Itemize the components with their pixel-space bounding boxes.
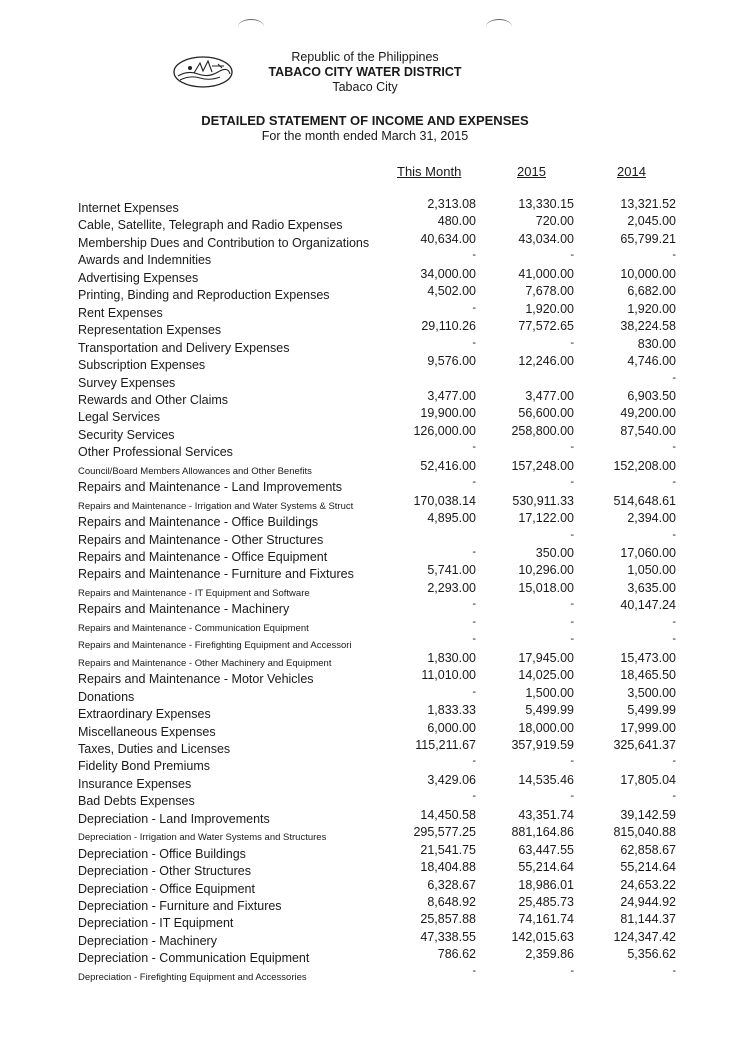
value-2014: 24,944.92 — [620, 895, 676, 909]
row-label: Bad Debts Expenses — [78, 794, 195, 809]
table-row — [0, 424, 746, 441]
value-2014: 830.00 — [637, 336, 676, 351]
row-label: Extraordinary Expenses — [78, 707, 211, 722]
value-this-month: 25,857.88 — [420, 912, 476, 927]
value-2014: - — [672, 755, 676, 768]
value-2015: 43,034.00 — [518, 231, 574, 246]
value-2015: 357,919.59 — [511, 737, 574, 752]
table-row — [0, 406, 746, 423]
table-row — [0, 302, 746, 319]
table-row — [0, 581, 746, 598]
value-2014: - — [672, 633, 676, 646]
value-this-month: 6,328.67 — [427, 877, 476, 892]
table-row — [0, 738, 746, 755]
value-2015: 77,572.65 — [518, 319, 574, 334]
row-label: Depreciation - Firefighting Equipment and Accessories — [78, 971, 307, 983]
value-this-month: 47,338.55 — [420, 929, 476, 944]
table-row — [0, 825, 746, 842]
table-row — [0, 598, 746, 615]
value-2014: 10,000.00 — [620, 266, 676, 281]
value-2014: 6,903.50 — [627, 388, 676, 403]
table-row — [0, 476, 746, 493]
value-this-month: 3,477.00 — [427, 388, 476, 403]
value-this-month: - — [472, 790, 476, 803]
value-2014: 2,394.00 — [627, 511, 676, 526]
value-2014: 49,200.00 — [620, 406, 676, 421]
value-2015: 17,122.00 — [518, 511, 574, 526]
row-label: Council/Board Members Allowances and Other Benefits — [78, 465, 312, 477]
value-this-month: 29,110.26 — [421, 319, 476, 334]
table-row — [0, 197, 746, 214]
value-2014: 5,499.99 — [627, 703, 676, 718]
row-label: Survey Expenses — [78, 375, 176, 390]
row-label: Rent Expenses — [78, 305, 163, 320]
row-label: Security Services — [78, 427, 175, 442]
row-label: Transportation and Delivery Expenses — [78, 340, 290, 355]
table-row — [0, 808, 746, 825]
value-this-month: 21,541.75 — [420, 842, 476, 857]
value-2014: - — [672, 371, 676, 384]
value-this-month: 11,010.00 — [421, 668, 476, 683]
org-city: Tabaco City — [332, 80, 398, 94]
row-label: Printing, Binding and Reproduction Expenses — [78, 288, 330, 303]
value-this-month: 786.62 — [437, 947, 476, 962]
value-2014: 13,321.52 — [620, 197, 676, 211]
value-this-month: - — [472, 546, 476, 558]
value-2015: - — [570, 598, 574, 611]
value-this-month: - — [472, 685, 476, 698]
value-this-month: - — [472, 964, 476, 977]
value-this-month: 1,830.00 — [427, 650, 476, 665]
value-this-month: 126,000.00 — [413, 423, 476, 438]
value-2015: 10,296.00 — [518, 563, 574, 578]
value-2015: - — [570, 755, 574, 768]
value-this-month: 1,833.33 — [427, 703, 476, 718]
row-label: Repairs and Maintenance - Office Buildings — [78, 515, 319, 530]
row-label: Other Professional Services — [78, 445, 233, 460]
table-row — [0, 686, 746, 703]
row-label: Depreciation - Office Buildings — [78, 846, 246, 861]
value-2014: 24,653.22 — [620, 877, 676, 892]
value-2015: 3,477.00 — [525, 388, 574, 403]
value-2015: 18,000.00 — [518, 720, 574, 735]
row-label: Legal Services — [78, 410, 160, 425]
value-this-month: 5,741.00 — [427, 563, 476, 578]
table-row — [0, 337, 746, 354]
value-this-month: - — [472, 755, 476, 768]
value-2014: 2,045.00 — [627, 214, 676, 229]
table-row — [0, 546, 746, 563]
value-2015: 1,920.00 — [525, 301, 574, 316]
table-row — [0, 668, 746, 685]
value-this-month: - — [472, 633, 476, 646]
value-2014: - — [672, 441, 676, 454]
report-period: For the month ended March 31, 2015 — [261, 129, 469, 143]
table-row — [0, 843, 746, 860]
value-2015: 720.00 — [535, 214, 574, 229]
value-this-month: 6,000.00 — [427, 720, 476, 735]
row-label: Depreciation - Land Improvements — [78, 811, 270, 826]
row-label: Miscellaneous Expenses — [78, 724, 216, 739]
value-this-month: 40,634.00 — [420, 231, 476, 246]
value-this-month: 295,577.25 — [413, 825, 476, 840]
value-2015: 14,025.00 — [518, 668, 574, 683]
value-2015: 1,500.00 — [525, 685, 574, 700]
value-2014: 5,356.62 — [627, 947, 676, 962]
row-label: Representation Expenses — [78, 323, 222, 338]
value-2015: - — [570, 476, 574, 489]
row-label: Repairs and Maintenance - Motor Vehicles — [78, 672, 314, 687]
row-label: Depreciation - Irrigation and Water Systems and Structures — [78, 832, 327, 844]
value-2015: 25,485.73 — [518, 895, 574, 909]
column-header-2015: 2015 — [517, 164, 546, 179]
table-row — [0, 563, 746, 580]
value-2014: 39,142.59 — [620, 807, 676, 822]
table-row — [0, 372, 746, 389]
value-2015: 142,015.63 — [511, 929, 574, 944]
value-2015: 74,161.74 — [518, 912, 574, 927]
column-header-this-month: This Month — [397, 164, 462, 179]
row-label: Repairs and Maintenance - IT Equipment and Software — [78, 587, 310, 599]
table-row — [0, 529, 746, 546]
row-label: Subscription Expenses — [78, 358, 206, 373]
row-label: Fidelity Bond Premiums — [78, 759, 210, 774]
table-row — [0, 878, 746, 895]
row-label: Depreciation - IT Equipment — [78, 916, 234, 931]
row-label: Depreciation - Machinery — [78, 933, 217, 948]
row-label: Repairs and Maintenance - Firefighting Equipment and Accessori — [78, 640, 352, 652]
value-this-month: - — [472, 336, 476, 349]
value-2015: 56,600.00 — [518, 406, 574, 421]
value-this-month: 3,429.06 — [427, 772, 476, 787]
table-row — [0, 267, 746, 284]
table-row — [0, 912, 746, 929]
value-2015: 12,246.00 — [518, 354, 574, 369]
row-label: Repairs and Maintenance - Machinery — [78, 602, 290, 617]
value-2014: 3,500.00 — [627, 685, 676, 700]
table-row — [0, 703, 746, 720]
value-this-month: 14,450.58 — [420, 807, 476, 822]
value-2015: 350.00 — [535, 546, 574, 560]
value-2015: 41,000.00 — [518, 266, 574, 281]
value-2015: - — [570, 441, 574, 454]
value-2015: 7,678.00 — [525, 284, 574, 299]
value-2014: 1,050.00 — [627, 563, 676, 578]
value-2014: 55,214.64 — [620, 860, 676, 875]
value-2014: 152,208.00 — [613, 458, 676, 473]
value-this-month: 115,211.67 — [415, 737, 476, 752]
value-2015: - — [570, 964, 574, 977]
value-2015: 157,248.00 — [511, 458, 574, 473]
table-row — [0, 616, 746, 633]
value-2015: 14,535.46 — [518, 772, 574, 787]
value-2014: - — [672, 249, 676, 262]
value-2015: 13,330.15 — [518, 197, 574, 211]
table-row — [0, 721, 746, 738]
value-2014: 815,040.88 — [613, 825, 676, 840]
table-row — [0, 790, 746, 807]
table-row — [0, 930, 746, 947]
report-title: DETAILED STATEMENT OF INCOME AND EXPENSES — [201, 113, 529, 128]
column-header-2014: 2014 — [617, 164, 646, 179]
row-label: Repairs and Maintenance - Irrigation and Water Systems & Struct — [78, 500, 354, 512]
table-row — [0, 633, 746, 650]
table-row — [0, 511, 746, 528]
table-row — [0, 494, 746, 511]
value-this-month: - — [472, 598, 476, 611]
table-row — [0, 214, 746, 231]
value-2014: 4,746.00 — [627, 354, 676, 369]
row-label: Rewards and Other Claims — [78, 392, 229, 407]
value-this-month: 19,900.00 — [420, 406, 476, 421]
table-row — [0, 947, 746, 964]
value-2015: 63,447.55 — [518, 842, 574, 857]
table-row — [0, 651, 746, 668]
value-2014: 87,540.00 — [620, 423, 676, 438]
org-name: TABACO CITY WATER DISTRICT — [268, 65, 462, 79]
value-2014: 124,347.42 — [613, 929, 676, 944]
table-row — [0, 773, 746, 790]
value-2015: - — [570, 633, 574, 646]
table-row — [0, 389, 746, 406]
table-row — [0, 354, 746, 371]
value-2014: 3,635.00 — [627, 580, 676, 595]
value-2014: 325,641.37 — [613, 737, 676, 752]
value-this-month: - — [472, 476, 476, 489]
value-this-month: 170,038.14 — [413, 493, 476, 508]
value-2014: 38,224.58 — [620, 319, 676, 334]
table-row — [0, 965, 746, 982]
value-2015: 55,214.64 — [518, 860, 574, 875]
value-2015: - — [570, 790, 574, 803]
value-2015: - — [570, 249, 574, 262]
row-label: Awards and Indemnities — [78, 253, 212, 268]
value-2015: 15,018.00 — [518, 580, 574, 595]
row-label: Repairs and Maintenance - Other Structures — [78, 532, 324, 547]
value-2014: 15,473.00 — [620, 650, 676, 665]
value-this-month: - — [472, 301, 476, 314]
row-label: Cable, Satellite, Telegraph and Radio Expenses — [78, 218, 343, 233]
value-this-month: - — [472, 441, 476, 454]
value-2015: - — [570, 336, 574, 349]
value-this-month: 480.00 — [437, 214, 476, 229]
row-label: Repairs and Maintenance - Land Improvements — [78, 480, 343, 495]
value-this-month: 4,502.00 — [427, 284, 476, 299]
value-2015: 530,911.33 — [512, 493, 574, 508]
value-2014: - — [672, 476, 676, 489]
row-label: Repairs and Maintenance - Other Machinery and Equipment — [78, 657, 332, 669]
row-label: Membership Dues and Contribution to Organizations — [78, 235, 370, 250]
row-label: Repairs and Maintenance - Furniture and Fixtures — [78, 567, 354, 582]
table-row — [0, 755, 746, 772]
value-2014: 6,682.00 — [627, 284, 676, 299]
value-this-month: 2,313.08 — [427, 197, 476, 211]
value-2015: 881,164.86 — [511, 825, 574, 840]
row-label: Internet Expenses — [78, 201, 179, 215]
table-row — [0, 232, 746, 249]
value-2015: 2,359.86 — [525, 947, 574, 962]
value-2014: - — [672, 615, 676, 628]
row-label: Advertising Expenses — [78, 270, 199, 285]
value-2014: 18,465.50 — [620, 668, 676, 683]
value-2015: 43,351.74 — [518, 807, 574, 822]
value-2015: 17,945.00 — [518, 650, 574, 665]
value-this-month: 9,576.00 — [427, 354, 476, 369]
value-2015: 5,499.99 — [525, 703, 574, 718]
republic-line: Republic of the Philippines — [291, 50, 439, 64]
value-2014: 17,805.04 — [620, 772, 676, 787]
value-2015: - — [570, 615, 574, 628]
value-this-month: 18,404.88 — [420, 860, 476, 875]
table-row — [0, 459, 746, 476]
row-label: Depreciation - Other Structures — [78, 864, 251, 879]
value-this-month: - — [472, 249, 476, 262]
row-label: Depreciation - Communication Equipment — [78, 951, 310, 966]
row-label: Depreciation - Office Equipment — [78, 881, 255, 896]
table-row — [0, 319, 746, 336]
value-2014: - — [672, 964, 676, 977]
value-this-month: - — [472, 615, 476, 628]
row-label: Repairs and Maintenance - Office Equipment — [78, 550, 328, 564]
value-this-month: 8,648.92 — [427, 895, 476, 909]
table-row — [0, 895, 746, 912]
row-label: Donations — [78, 689, 135, 704]
value-2014: - — [672, 790, 676, 803]
value-2014: 17,060.00 — [620, 546, 676, 560]
value-2014: 81,144.37 — [620, 912, 676, 927]
row-label: Insurance Expenses — [78, 776, 192, 791]
table-row — [0, 249, 746, 266]
value-2014: 514,648.61 — [613, 493, 676, 508]
value-2014: 65,799.21 — [620, 231, 676, 246]
table-row — [0, 441, 746, 458]
value-this-month: 34,000.00 — [420, 266, 476, 281]
value-2014: 17,999.00 — [620, 720, 676, 735]
table-row — [0, 860, 746, 877]
row-label: Depreciation - Furniture and Fixtures — [78, 899, 282, 913]
value-this-month: 2,293.00 — [427, 580, 476, 595]
value-2014: 62,858.67 — [620, 842, 676, 857]
row-label: Repairs and Maintenance - Communication Equipment — [78, 622, 309, 634]
table-row — [0, 284, 746, 301]
value-2014: 40,147.24 — [620, 598, 676, 613]
value-2014: 1,920.00 — [627, 301, 676, 316]
value-this-month: 4,895.00 — [427, 511, 476, 526]
value-2014: - — [672, 528, 676, 541]
value-2015: - — [570, 528, 574, 541]
row-label: Taxes, Duties and Licenses — [78, 741, 231, 756]
value-this-month: 52,416.00 — [420, 458, 476, 473]
value-2015: 258,800.00 — [511, 423, 574, 438]
value-2015: 18,986.01 — [518, 877, 574, 892]
